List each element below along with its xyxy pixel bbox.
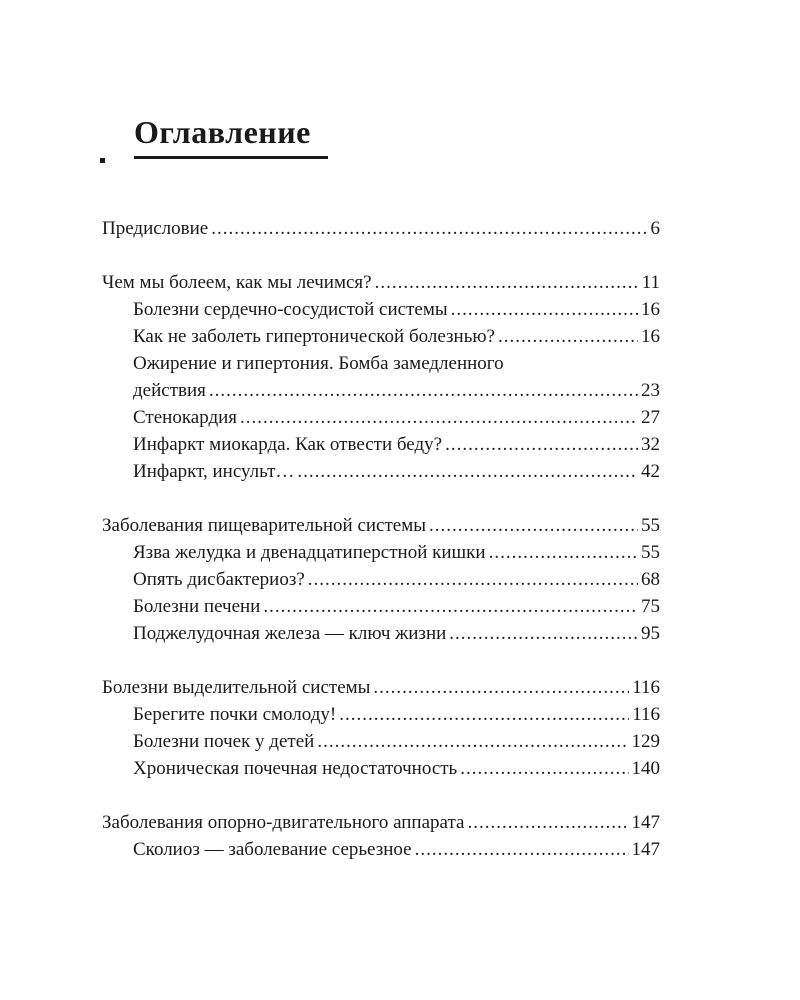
toc-page-number: 147 [631, 839, 660, 860]
toc-dot-leader [429, 512, 638, 539]
toc-subentry[interactable] [102, 323, 660, 350]
toc-subentry[interactable] [102, 404, 660, 431]
toc-entry-title: Как не заболеть гипертонической болезнью? [133, 326, 495, 347]
toc-dot-leader [211, 215, 647, 242]
toc-dot-leader [317, 728, 628, 755]
toc-entry-title: Язва желудка и двенадцатиперстной кишки [133, 542, 486, 563]
toc-page-number: 129 [631, 731, 660, 752]
toc-subentry[interactable] [102, 539, 660, 566]
toc-dot-leader [263, 593, 638, 620]
toc-subentry[interactable] [102, 377, 660, 404]
toc-heading [100, 112, 330, 172]
toc-page-number: 11 [641, 272, 660, 293]
toc-page-number: 116 [632, 677, 660, 698]
toc-dot-leader [373, 674, 629, 701]
toc-page-number: 95 [641, 623, 660, 644]
toc-dot-leader [498, 323, 638, 350]
toc-subentry[interactable] [102, 620, 660, 647]
toc-entry-title: Сколиоз — заболевание серьезное [133, 839, 412, 860]
table-of-contents [102, 215, 660, 890]
toc-dot-leader [240, 404, 638, 431]
toc-entry-title: Инфаркт миокарда. Как отвести беду? [133, 434, 443, 455]
toc-page-number: 116 [632, 704, 660, 725]
toc-dot-leader [449, 620, 638, 647]
toc-entry-title: Инфаркт, инсульт… [133, 461, 295, 482]
toc-section [102, 215, 660, 242]
toc-entry-title: Чем мы болеем, как мы лечимся? [102, 272, 372, 293]
toc-dot-leader [209, 377, 638, 404]
toc-entry-title: Болезни почек у детей [133, 731, 315, 752]
toc-entry-title: Ожирение и гипертония. Бомба замедленного [133, 353, 504, 374]
toc-entry[interactable] [102, 674, 660, 701]
toc-dot-leader [460, 755, 628, 782]
toc-subentry[interactable] [102, 728, 660, 755]
toc-page-number: 32 [641, 434, 660, 455]
toc-subentry[interactable] [102, 296, 660, 323]
toc-entry-title: Опять дисбактериоз? [133, 569, 305, 590]
toc-entry-title: Болезни сердечно-сосудистой системы [133, 299, 448, 320]
toc-dot-leader [297, 458, 638, 485]
heading-bullet-mark [100, 158, 105, 163]
toc-entry[interactable] [102, 512, 660, 539]
toc-page-number: 23 [641, 380, 660, 401]
toc-dot-leader [445, 431, 638, 458]
toc-page-number: 55 [641, 515, 660, 536]
toc-subentry[interactable] [102, 593, 660, 620]
toc-dot-leader [339, 701, 629, 728]
toc-dot-leader [489, 539, 638, 566]
toc-subentry[interactable] [102, 836, 660, 863]
toc-entry-title: Берегите почки смолоду! [133, 704, 337, 725]
toc-page-number: 140 [631, 758, 660, 779]
toc-subentry[interactable] [102, 350, 660, 377]
toc-entry-title: Хроническая почечная недостаточность [133, 758, 458, 779]
toc-section [102, 674, 660, 782]
toc-entry-title: Заболевания пищеварительной системы [102, 515, 427, 536]
toc-entry-title: Стенокардия [133, 407, 238, 428]
toc-entry[interactable] [102, 215, 660, 242]
page-title: Оглавление [134, 114, 311, 150]
toc-entry-title: действия [133, 380, 206, 401]
toc-section [102, 269, 660, 485]
toc-subentry[interactable] [102, 431, 660, 458]
toc-subentry[interactable] [102, 566, 660, 593]
toc-entry-title: Поджелудочная железа — ключ жизни [133, 623, 447, 644]
toc-page-number: 42 [641, 461, 660, 482]
toc-dot-leader [451, 296, 638, 323]
toc-entry[interactable] [102, 809, 660, 836]
toc-dot-leader [375, 269, 639, 296]
toc-dot-leader [415, 836, 629, 863]
toc-dot-leader [467, 809, 628, 836]
heading-underline [134, 156, 328, 159]
toc-page-number: 16 [641, 299, 660, 320]
toc-entry-title: Болезни выделительной системы [102, 677, 371, 698]
toc-page-number: 147 [631, 812, 660, 833]
toc-page-number: 6 [650, 218, 660, 239]
toc-page-number: 27 [641, 407, 660, 428]
toc-page-number: 55 [641, 542, 660, 563]
toc-entry-title: Болезни печени [133, 596, 261, 617]
toc-page-number: 75 [641, 596, 660, 617]
toc-page-number: 16 [641, 326, 660, 347]
toc-dot-leader [308, 566, 638, 593]
toc-subentry[interactable] [102, 458, 660, 485]
toc-entry[interactable] [102, 269, 660, 296]
toc-section [102, 512, 660, 647]
toc-section [102, 809, 660, 863]
toc-page-number: 68 [641, 569, 660, 590]
toc-entry-title: Предисловие [102, 218, 209, 239]
toc-entry-title: Заболевания опорно-двигательного аппарата [102, 812, 465, 833]
toc-subentry[interactable] [102, 755, 660, 782]
toc-subentry[interactable] [102, 701, 660, 728]
